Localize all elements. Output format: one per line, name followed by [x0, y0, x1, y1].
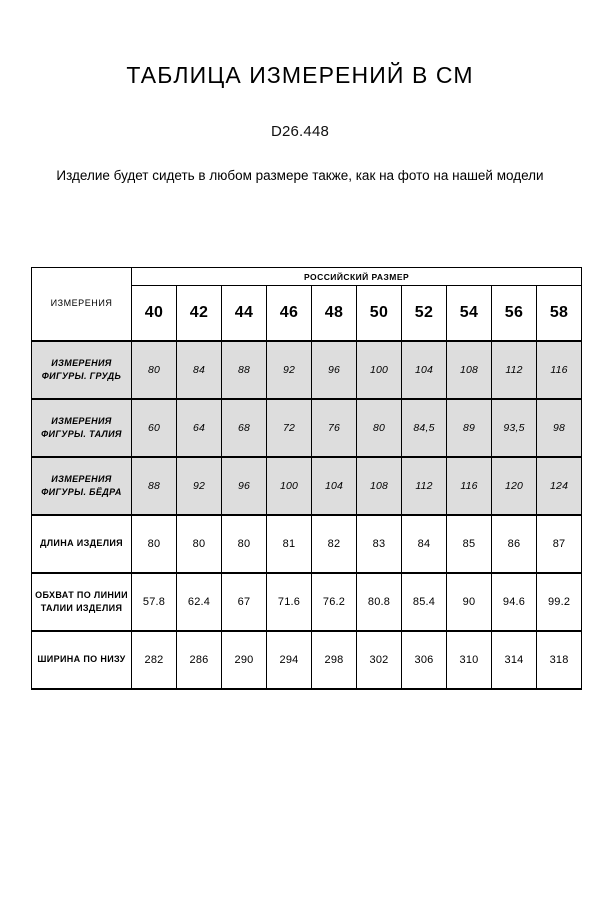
table-cell: 84: [177, 341, 222, 399]
page-title: ТАБЛИЦА ИЗМЕРЕНИЙ В СМ: [126, 62, 474, 88]
size-header-cell: 48: [312, 286, 357, 342]
table-cell: 80: [177, 515, 222, 573]
table-cell: 64: [177, 399, 222, 457]
row-label: ОБХВАТ ПО ЛИНИИ ТАЛИИ ИЗДЕЛИЯ: [32, 573, 132, 631]
table-cell: 99.2: [537, 573, 582, 631]
table-cell: 88: [132, 457, 177, 515]
document-header: [0, 0, 600, 187]
table-cell: 96: [312, 341, 357, 399]
measurements-table: [31, 267, 582, 690]
table-cell: 96: [222, 457, 267, 515]
table-cell: 314: [492, 631, 537, 689]
table-cell: 298: [312, 631, 357, 689]
size-header-cell: 58: [537, 286, 582, 342]
table-row: [32, 457, 582, 515]
row-label: ДЛИНА ИЗДЕЛИЯ: [32, 515, 132, 573]
table-cell: 60: [132, 399, 177, 457]
table-cell: 89: [447, 399, 492, 457]
table-cell: 92: [177, 457, 222, 515]
table-cell: 302: [357, 631, 402, 689]
corner-label: ИЗМЕРЕНИЯ: [32, 268, 132, 342]
table-cell: 84,5: [402, 399, 447, 457]
table-cell: 62.4: [177, 573, 222, 631]
table-cell: 306: [402, 631, 447, 689]
table-cell: 81: [267, 515, 312, 573]
table-cell: 116: [537, 341, 582, 399]
table-cell: 86: [492, 515, 537, 573]
size-header-cell: 50: [357, 286, 402, 342]
table-cell: 92: [267, 341, 312, 399]
size-header-cell: 44: [222, 286, 267, 342]
table-cell: 294: [267, 631, 312, 689]
table-cell: 286: [177, 631, 222, 689]
table-cell: 282: [132, 631, 177, 689]
table-cell: 120: [492, 457, 537, 515]
table-row: [32, 631, 582, 689]
table-cell: 310: [447, 631, 492, 689]
table-cell: 290: [222, 631, 267, 689]
table-cell: 85.4: [402, 573, 447, 631]
size-header-cell: 40: [132, 286, 177, 342]
table-cell: 84: [402, 515, 447, 573]
table-cell: 94.6: [492, 573, 537, 631]
russian-size-group-header: РОССИЙСКИЙ РАЗМЕР: [132, 268, 582, 286]
table-cell: 80: [357, 399, 402, 457]
table-cell: 112: [492, 341, 537, 399]
table-cell: 71.6: [267, 573, 312, 631]
product-code: D26.448: [270, 122, 330, 140]
table-cell: 68: [222, 399, 267, 457]
fit-description: Изделие будет сидеть в любом размере также, как на фото на нашей модели: [56, 167, 544, 183]
size-header-cell: 54: [447, 286, 492, 342]
table-cell: 104: [312, 457, 357, 515]
size-header-cell: 46: [267, 286, 312, 342]
table-cell: 104: [402, 341, 447, 399]
size-header-cell: 42: [177, 286, 222, 342]
group-header-row: [32, 268, 582, 286]
table-cell: 57.8: [132, 573, 177, 631]
table-cell: 76.2: [312, 573, 357, 631]
table-cell: 116: [447, 457, 492, 515]
table-row: [32, 573, 582, 631]
table-cell: 98: [537, 399, 582, 457]
table-cell: 124: [537, 457, 582, 515]
table-cell: 108: [447, 341, 492, 399]
table-cell: 82: [312, 515, 357, 573]
row-label: ШИРИНА ПО НИЗУ: [32, 631, 132, 689]
table-row: [32, 515, 582, 573]
table-head: [32, 268, 582, 342]
size-header-cell: 56: [492, 286, 537, 342]
table-cell: 80: [222, 515, 267, 573]
table-cell: 83: [357, 515, 402, 573]
table-cell: 80.8: [357, 573, 402, 631]
table-cell: 318: [537, 631, 582, 689]
table-cell: 76: [312, 399, 357, 457]
table-cell: 93,5: [492, 399, 537, 457]
table-cell: 80: [132, 515, 177, 573]
table-cell: 80: [132, 341, 177, 399]
table-cell: 67: [222, 573, 267, 631]
measurements-table-container: [31, 267, 581, 690]
table-cell: 100: [357, 341, 402, 399]
row-label: ИЗМЕРЕНИЯ ФИГУРЫ. ГРУДЬ: [32, 341, 132, 399]
table-row: [32, 341, 582, 399]
table-cell: 100: [267, 457, 312, 515]
size-header-cell: 52: [402, 286, 447, 342]
table-cell: 72: [267, 399, 312, 457]
table-cell: 88: [222, 341, 267, 399]
table-row: [32, 399, 582, 457]
table-cell: 108: [357, 457, 402, 515]
table-cell: 90: [447, 573, 492, 631]
table-cell: 85: [447, 515, 492, 573]
table-cell: 112: [402, 457, 447, 515]
table-body: [32, 341, 582, 689]
row-label: ИЗМЕРЕНИЯ ФИГУРЫ. ТАЛИЯ: [32, 399, 132, 457]
table-cell: 87: [537, 515, 582, 573]
row-label: ИЗМЕРЕНИЯ ФИГУРЫ. БЁДРА: [32, 457, 132, 515]
